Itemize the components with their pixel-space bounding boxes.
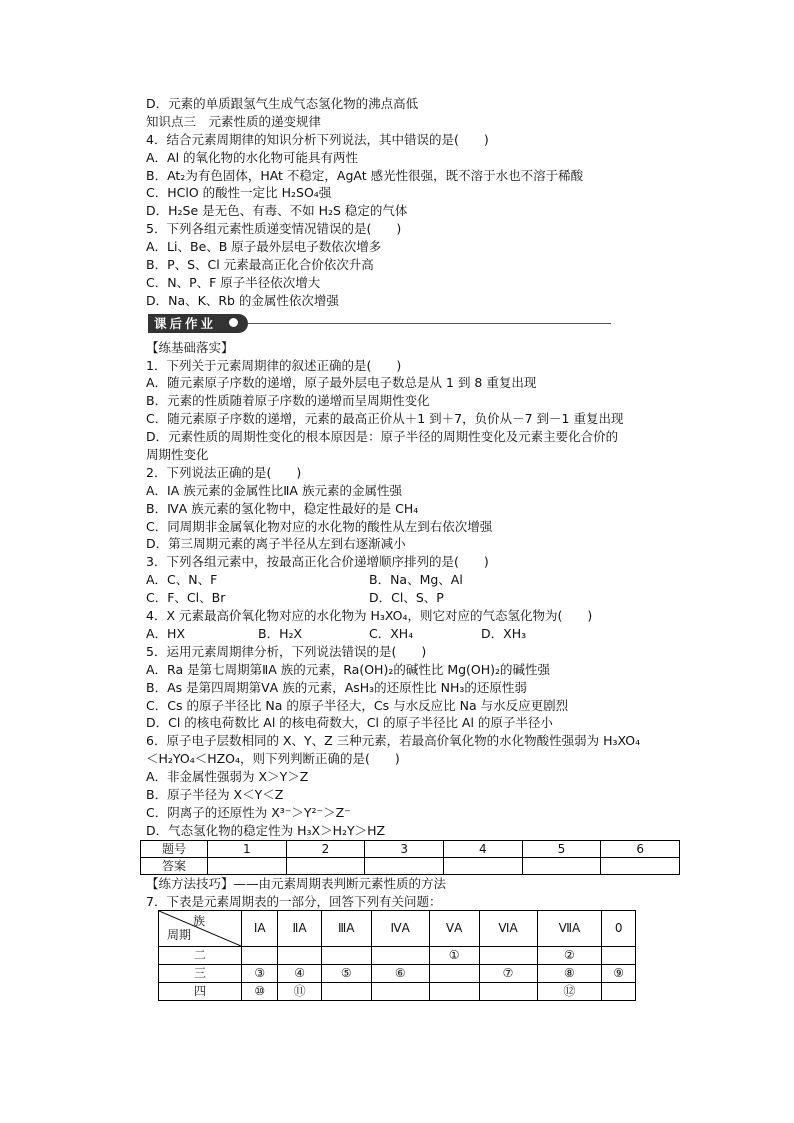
option: B．Na、Mg、Al [369,572,463,588]
element-cell: ⑨ [602,965,636,983]
option: C．随元素原子序数的递增，元素的最高正价从＋1 到＋7，负价从－7 到－1 重复出现 [146,411,624,427]
element-cell [242,947,278,965]
subsection-heading: 【练方法技巧】——由元素周期表判断元素性质的方法 [146,875,447,891]
element-cell [371,983,429,1001]
element-cell [602,983,636,1001]
question-stem: ＜H₂YO₄＜HZO₄，则下列判断正确的是( ) [146,751,400,767]
option: B．P、S、Cl 元素最高正化合价依次升高 [146,257,374,273]
worksheet-page [146,95,686,1001]
option: 周期性变化 [146,447,209,463]
element-cell: ② [537,947,602,965]
element-cell [429,965,479,983]
element-cell [371,947,429,965]
element-cell [321,983,371,1001]
question-number-cell: 5 [522,840,601,857]
group-header: ⅤA [429,911,479,947]
bullet-icon [229,318,238,327]
question-stem: 2．下列说法正确的是( ) [146,464,302,480]
question-number-cell: 2 [286,840,365,857]
answer-cell[interactable] [601,857,680,874]
question-number-cell: 4 [443,840,522,857]
option: D．Na、K、Rb 的金属性依次增强 [146,292,339,308]
option: D．Cl 的核电荷数比 Al 的核电荷数大，Cl 的原子半径比 Al 的原子半径小 [146,715,553,731]
answer-cell[interactable] [286,857,365,874]
element-cell [321,947,371,965]
option: D．H₂Se 是无色、有毒、不如 H₂S 稳定的气体 [146,203,408,219]
divider [248,323,611,324]
option: D．元素性质的周期性变化的根本原因是：原子半径的周期性变化及元素主要化合价的 [146,429,619,445]
section-title: 课后作业 [148,314,248,333]
element-cell [278,947,321,965]
period-label: 二 [159,947,242,965]
group-header: ⅠA [242,911,278,947]
group-header: 0 [602,911,636,947]
element-cell: ③ [242,965,278,983]
answer-table-row-label: 题号 [141,840,208,857]
subsection-heading: 【练基础落实】 [146,339,234,355]
knowledge-point-heading: 知识点三 元素性质的递变规律 [146,113,322,129]
option: A．随元素原子序数的递增，原子最外层电子数总是从 1 到 8 重复出现 [146,375,537,391]
answer-table-row-label: 答案 [141,857,208,874]
option: C．N、P、F 原子半径依次增大 [146,274,321,290]
option-row [146,589,686,607]
option: B．H₂X [258,625,303,641]
element-cell: ④ [278,965,321,983]
option: C．HClO 的酸性一定比 H₂SO₄强 [146,185,332,201]
element-cell: ⑪ [278,983,321,1001]
group-header: ⅦA [537,911,602,947]
answer-cell[interactable] [522,857,601,874]
corner-label-period: 周期 [167,927,192,942]
question-number-cell: 1 [208,840,287,857]
answer-cell[interactable] [208,857,287,874]
option: D．第三周期元素的离子半径从左到右逐渐减小 [146,536,406,552]
option-row [146,571,686,589]
answer-cell[interactable] [443,857,522,874]
group-header: ⅢA [321,911,371,947]
option-row [146,625,686,643]
element-cell [479,947,537,965]
option: D．气态氢化物的稳定性为 H₃X＞H₂Y＞HZ [146,822,386,838]
option: A．Al 的氧化物的水化物可能具有两性 [146,149,359,165]
option: B．元素的性质随着原子序数的递增而呈周期性变化 [146,393,430,409]
option: C．F、Cl、Br [146,590,226,606]
question-stem: 1．下列关于元素周期律的叙述正确的是( ) [146,357,402,373]
group-header: ⅥA [479,911,537,947]
option: A．Li、Be、B 原子最外层电子数依次增多 [146,239,382,255]
element-cell: ⑫ [537,983,602,1001]
question-stem: 3．下列各组元素中，按最高正化合价递增顺序排列的是( ) [146,554,489,570]
question-stem: 5．下列各组元素性质递变情况错误的是( ) [146,221,402,237]
element-cell: ⑦ [479,965,537,983]
option: C．同周期非金属氧化物对应的水化物的酸性从左到右依次增强 [146,518,493,534]
element-cell: ⑥ [371,965,429,983]
element-cell: ① [429,947,479,965]
question-stem: 5．运用元素周期律分析，下列说法错误的是( ) [146,643,427,659]
periodic-table [158,910,636,1001]
option: B．At₂为有色固体，HAt 不稳定，AgAt 感光性很强，既不溶于水也不溶于稀酸 [146,167,584,183]
answer-table [140,840,680,875]
section-header [146,313,686,335]
table-corner [159,911,242,947]
question-stem: 6．原子电子层数相同的 X、Y、Z 三种元素，若最高价氧化物的水化物酸性强弱为 H₃XO₄ [146,733,641,749]
element-cell: ⑧ [537,965,602,983]
question-number-cell: 6 [601,840,680,857]
element-cell [602,947,636,965]
question-stem: 7．下表是元素周期表的一部分，回答下列有关问题： [146,893,442,909]
option: B．原子半径为 X＜Y＜Z [146,786,284,802]
option: A．ⅠA 族元素的金属性比ⅡA 族元素的金属性强 [146,482,402,498]
group-header: ⅣA [371,911,429,947]
question-number-cell: 3 [365,840,444,857]
option: D．Cl、S、P [369,590,444,606]
period-label: 三 [159,965,242,983]
option: A．Ra 是第七周期第ⅡA 族的元素，Ra(OH)₂的碱性比 Mg(OH)₂的碱性强 [146,661,551,677]
question-stem: 4．结合元素周期律的知识分析下列说法，其中错误的是( ) [146,131,489,147]
corner-label-group: 族 [192,914,205,929]
option: C．阴离子的还原性为 X³⁻＞Y²⁻＞Z⁻ [146,804,351,820]
option: A．C、N、F [146,572,218,588]
option: D．XH₃ [481,625,527,641]
option: C．XH₄ [369,625,414,641]
period-label: 四 [159,983,242,1001]
question-stem: 4．X 元素最高价氧化物对应的水化物为 H₃XO₄，则它对应的气态氢化物为( ) [146,608,593,624]
option: A．HX [146,625,186,641]
group-header: ⅡA [278,911,321,947]
element-cell: ⑩ [242,983,278,1001]
element-cell: ⑤ [321,965,371,983]
answer-cell[interactable] [365,857,444,874]
element-cell [479,983,537,1001]
option: B．As 是第四周期第ⅤA 族的元素，AsH₃的还原性比 NH₃的还原性弱 [146,679,527,695]
option: A．非金属性强弱为 X＞Y＞Z [146,769,309,785]
element-cell [429,983,479,1001]
option: B．ⅣA 族元素的氢化物中，稳定性最好的是 CH₄ [146,500,419,516]
text-line: D．元素的单质跟氢气生成气态氢化物的沸点高低 [146,96,419,111]
option: C．Cs 的原子半径比 Na 的原子半径大，Cs 与水反应比 Na 与水反应更剧烈 [146,697,569,713]
